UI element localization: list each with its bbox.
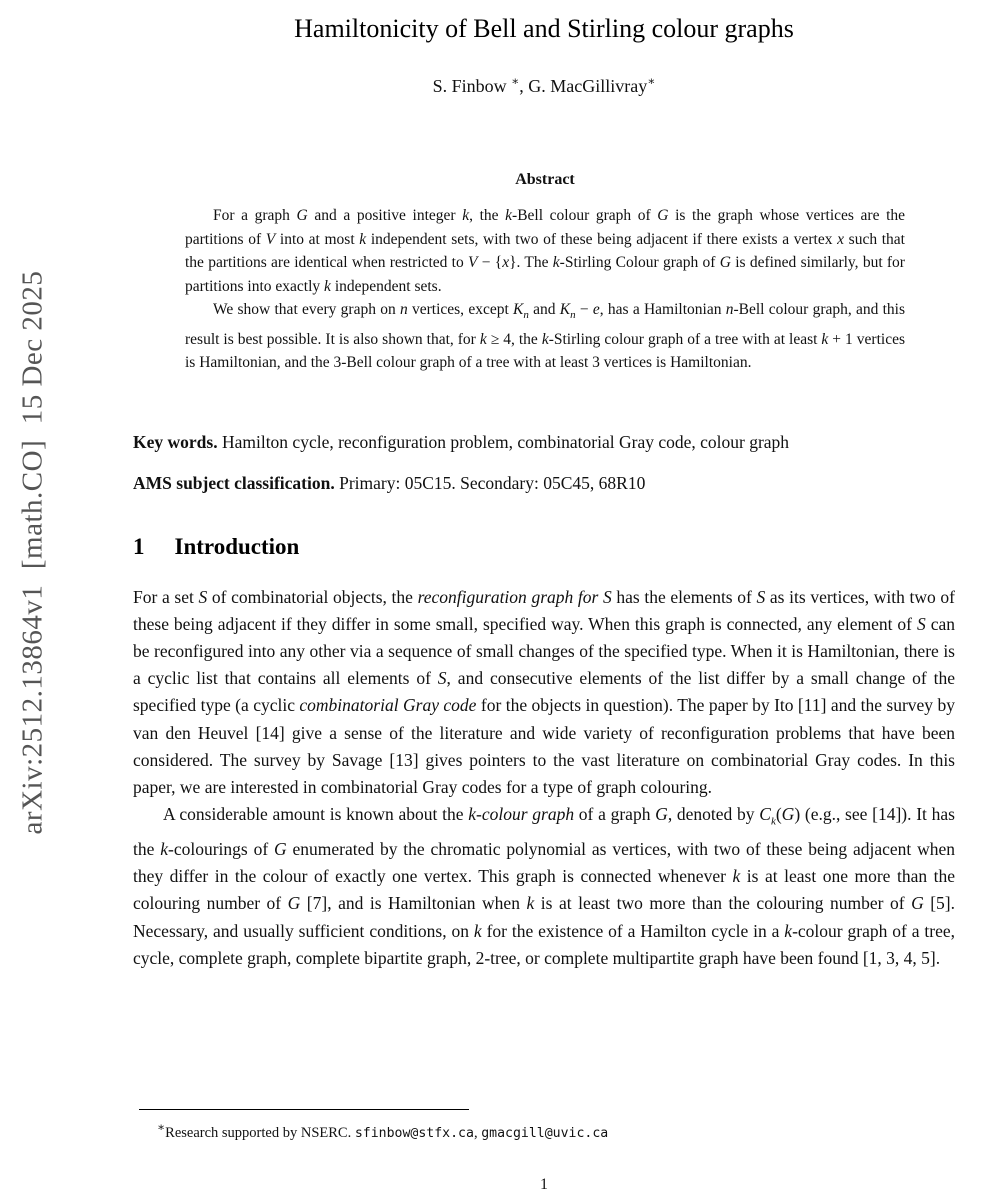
abstract-section	[185, 171, 905, 375]
section-1-heading	[133, 534, 955, 560]
keywords-line: Key words. Hamilton cycle, reconfiguration problem, combinatorial Gray code, colour graph	[133, 431, 790, 452]
authors-line: S. Finbow ∗, G. MacGillivray∗	[432, 74, 656, 96]
section-title: Introduction	[174, 533, 300, 559]
ams-classification-line: AMS subject classification. Primary: 05C15. Secondary: 05C45, 68R10	[133, 472, 646, 493]
paper-content	[133, 0, 955, 972]
paper-title: Hamiltonicity of Bell and Stirling colour graphs	[294, 14, 794, 43]
intro-paragraph-2: A considerable amount is known about the k-colour graph of a graph G, denoted by $C_k(G)$ (e.g., see [14]). It has the k-colourings of G enumerated by the chromatic polynomial as vertices, with two of these being adjacent when they differ in the colour of exactly one vertex. This graph is connected whenever k is at least one more than the colouring number of G [7], and is Hamiltonian when k is at least two more than the colouring number of G [5]. Necessary, and usually sufficient conditions, on k for the existence of a Hamilton cycle in a k-colour graph of a tree, cycle, complete graph, complete bipartite graph, 2-tree, or complete multipartite graph have been found [1, 3, 4, 5].	[133, 804, 956, 968]
abstract-paragraph-2: We show that every graph on n vertices, except $K_n$ and $K_n - e$, has a Hamiltonian n-Bell colour graph, and this result is best possible. It is also shown that, for k ≥ 4, the k-Stirling colour graph of a tree with at least k + 1 vertices is Hamiltonian, and the 3-Bell colour graph of a tree with at least 3 vertices is Hamiltonian.	[185, 301, 906, 372]
intro-paragraph-1: For a set S of combinatorial objects, the reconfiguration graph for S has the elements of S as its vertices, with two of these being adjacent if they differ in some small, specified way. When this graph is connected, any element of S can be reconfigured into any other via a sequence of small changes of the specified type. When it is Hamiltonian, there is a cyclic list that contains all elements of S, and consecutive elements of the list differ by a small change of the specified type (a cyclic combinatorial Gray code for the objects in question). The paper by Ito [11] and the survey by van den Heuvel [14] give a sense of the literature and wide variety of reconfiguration problems that have been considered. The survey by Savage [13] gives pointers to the vast literature on combinatorial Gray codes. In this paper, we are interested in combinatorial Gray codes for a type of graph colouring.	[133, 586, 956, 798]
footnote-block	[133, 1109, 955, 1144]
footnote-rule	[139, 1109, 469, 1110]
page-number: 1	[540, 1176, 548, 1193]
abstract-paragraph-1: For a graph G and a positive integer k, the k-Bell colour graph of G is the graph whose vertices are the partitions of V into at most k independent sets, with two of these being adjacent if there exists a vertex x such that the partitions are identical when restricted to V − {x}. The k-Stirling Colour graph of G is defined similarly, but for partitions into exactly k independent sets.	[185, 207, 906, 295]
footnote-text: ∗Research supported by NSERC. sfinbow@stfx.ca, gmacgill@uvic.ca	[157, 1120, 609, 1141]
section-number: 1	[133, 533, 145, 559]
arxiv-watermark: arXiv:2512.13864v1 [math.CO] 15 Dec 2025	[16, 270, 49, 835]
abstract-heading: Abstract	[515, 171, 575, 188]
